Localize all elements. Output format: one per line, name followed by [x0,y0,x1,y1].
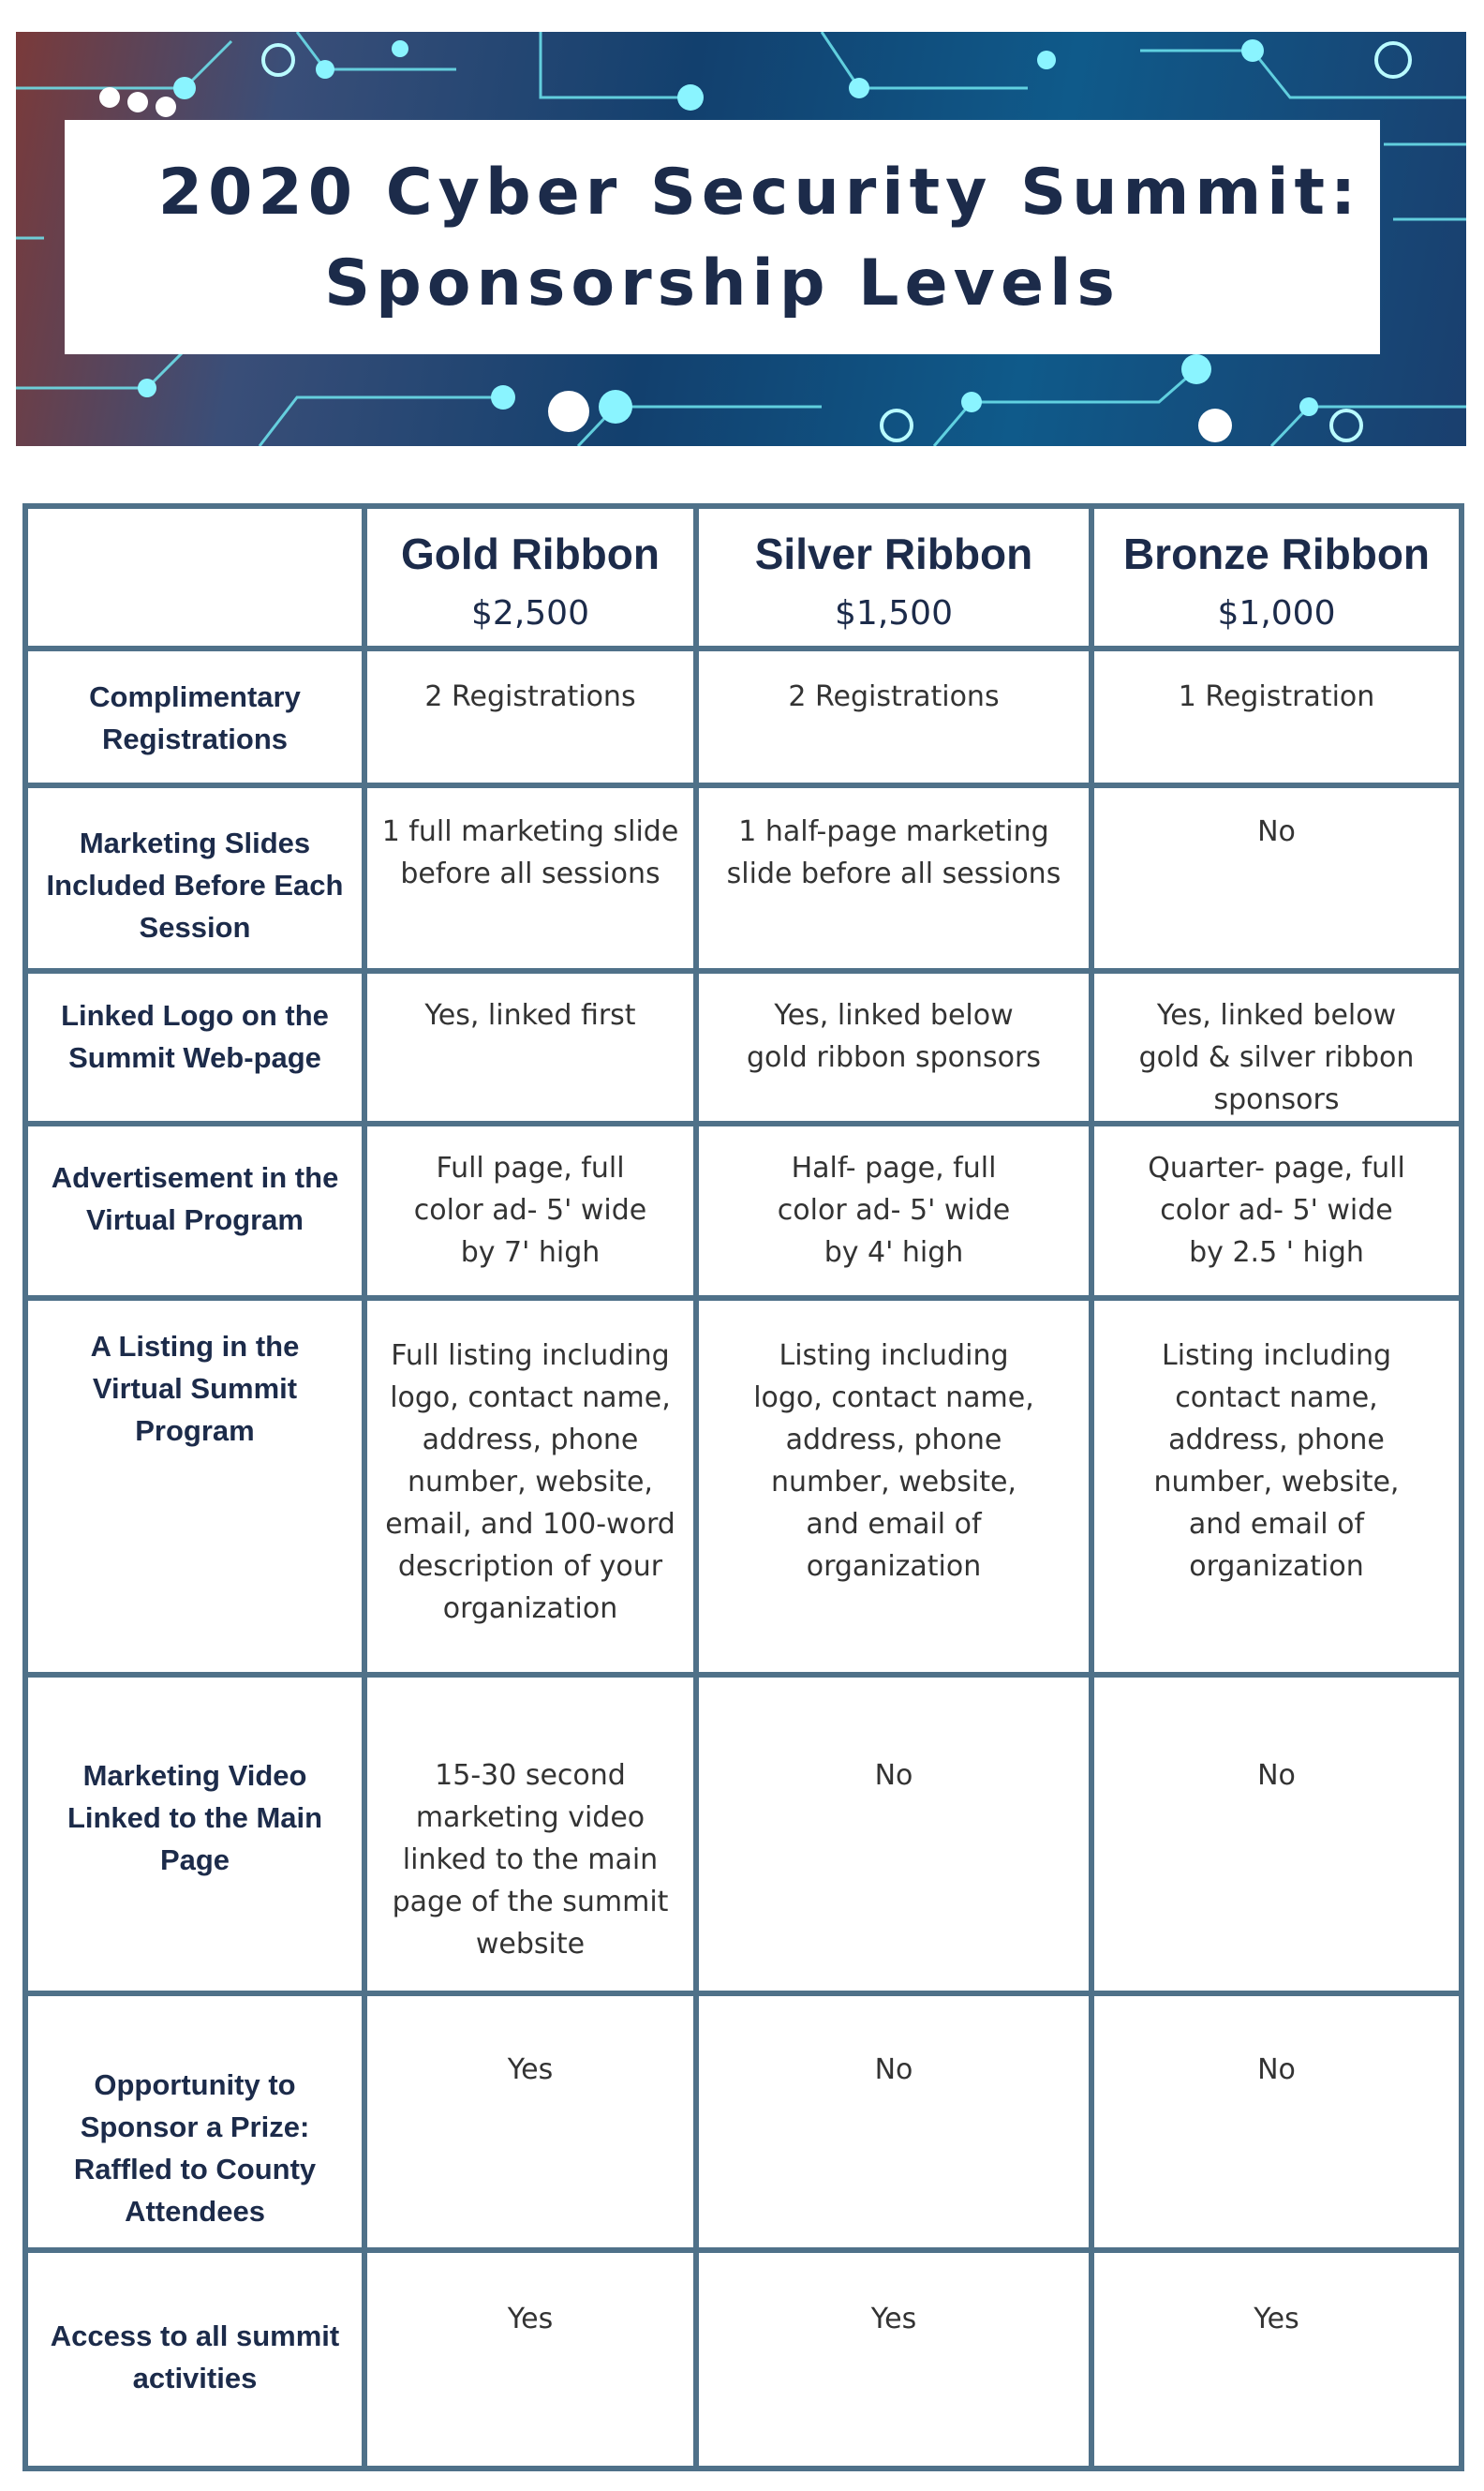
row-label-text: Page [159,1843,230,1876]
benefit-text: before all sessions [400,858,660,890]
grid-vertical-line [1459,503,1464,2471]
benefit-text: description of your [397,1550,663,1583]
benefit-text: 1 Registration [1178,680,1375,713]
grid-horizontal-line [22,783,1464,788]
tier-header-gold [367,526,693,646]
grid-horizontal-line [22,968,1464,974]
grid-horizontal-line [22,1295,1464,1301]
benefit-text: 15-30 second [435,1759,626,1792]
tier-header-silver [699,526,1089,646]
benefit-text: and email of [1188,1508,1365,1541]
benefit-text: page of the summit [392,1886,669,1918]
benefit-cell-gold [367,1754,693,1991]
benefit-text: marketing video [415,1801,646,1834]
benefit-text: color ad- 5' wide [1160,1194,1393,1227]
benefit-cell-silver [699,676,1089,783]
row-label-text: Virtual Summit [92,1372,298,1405]
benefit-cell-bronze [1094,1754,1459,1991]
benefit-text: sponsors [1213,1083,1340,1116]
row-label-text: Virtual Program [85,1203,304,1236]
benefit-text: address, phone [422,1424,639,1456]
benefit-text: logo, contact name, [390,1381,671,1414]
benefit-text: Yes, linked below [774,999,1014,1032]
tier-price: $1,500 [835,594,953,633]
row-label-text: Marketing Video [82,1759,307,1792]
row-label [28,2315,362,2466]
benefit-cell-silver [699,1335,1089,1672]
row-label-text: A Listing in the [90,1330,300,1363]
benefit-text: Yes [870,2303,917,2335]
title-panel [65,120,1380,354]
benefit-text: by 7' high [460,1236,601,1269]
tier-name: Gold Ribbon [401,530,660,578]
row-label-text: Raffled to County [73,2153,317,2185]
benefit-cell-silver [699,811,1089,968]
benefit-text: address, phone [1168,1424,1385,1456]
tier-name: Bronze Ribbon [1122,530,1431,578]
benefit-text: color ad- 5' wide [413,1194,647,1227]
grid-horizontal-line [22,2247,1464,2253]
benefit-cell-gold [367,1335,693,1672]
benefit-cell-bronze [1094,676,1459,783]
benefit-text: Half- page, full [791,1152,997,1185]
benefit-text: Yes, linked below [1156,999,1397,1032]
row-label-text: Marketing Slides [79,827,311,859]
benefit-cell-bronze [1094,1147,1459,1295]
benefit-text: Yes [507,2303,554,2335]
grid-horizontal-line [22,503,1464,509]
benefit-text: Full page, full [436,1152,625,1185]
row-label-text: Session [139,911,251,944]
benefit-cell-gold [367,1147,693,1295]
benefit-cell-silver [699,1147,1089,1295]
benefit-cell-bronze [1094,811,1459,968]
grid-horizontal-line [22,1991,1464,1996]
benefit-text: No [1257,1759,1296,1792]
benefit-cell-bronze [1094,994,1459,1121]
benefit-text: No [1257,815,1296,848]
benefit-text: email, and 100-word [385,1508,675,1541]
benefit-text: website [475,1928,586,1961]
benefit-text: gold ribbon sponsors [747,1041,1041,1074]
benefit-text: organization [442,1592,618,1625]
grid-horizontal-line [22,1121,1464,1126]
benefit-text: color ad- 5' wide [777,1194,1011,1227]
benefit-text: Full listing including [391,1339,670,1372]
sponsorship-table [22,503,1464,2471]
row-label [28,1754,362,1991]
row-label-text: Included Before Each [46,869,344,902]
benefit-cell-silver [699,2049,1089,2247]
benefit-text: Yes [507,2053,554,2086]
benefit-text: slide before all sessions [726,858,1061,890]
benefit-text: linked to the main [402,1843,659,1876]
benefit-text: gold & silver ribbon [1138,1041,1415,1074]
benefit-text: 1 full marketing slide [381,815,679,848]
row-label [28,994,362,1121]
row-label-text: Complimentary [89,680,301,713]
row-label-text: Linked to the Main [67,1801,323,1834]
row-label-text: Access to all summit [50,2319,340,2352]
benefit-cell-bronze [1094,1335,1459,1672]
row-label-text: Sponsor a Prize: [80,2111,310,2143]
benefit-cell-gold [367,676,693,783]
benefit-cell-bronze [1094,2298,1459,2466]
benefit-text: number, website, [408,1466,653,1499]
benefit-text: Listing including [1162,1339,1391,1372]
benefit-text: Yes, linked first [424,999,636,1032]
row-label-text: Opportunity to [94,2068,296,2101]
benefit-text: address, phone [785,1424,1002,1456]
benefit-text: 2 Registrations [788,680,1000,713]
row-label-text: Program [135,1414,255,1447]
row-label [28,676,362,783]
benefit-text: Quarter- page, full [1148,1152,1405,1185]
benefit-cell-bronze [1094,2049,1459,2247]
benefit-text: No [874,1759,913,1792]
page-title-line-2: Sponsorship Levels [324,246,1120,321]
grid-horizontal-line [22,646,1464,651]
benefit-text: logo, contact name, [753,1381,1034,1414]
benefit-text: Listing including [779,1339,1009,1372]
benefit-text: organization [1189,1550,1364,1583]
benefit-text: number, website, [1153,1466,1400,1499]
benefit-text: contact name, [1175,1381,1378,1414]
tier-header-bronze [1094,526,1459,646]
tier-name: Silver Ribbon [754,530,1033,578]
benefit-cell-gold [367,2298,693,2466]
row-label [28,2064,362,2247]
row-label [28,1156,362,1295]
benefit-cell-silver [699,2298,1089,2466]
benefit-text: 2 Registrations [424,680,636,713]
benefit-text: No [874,2053,913,2086]
benefit-cell-gold [367,2049,693,2247]
page-title-line-1: 2020 Cyber Security Summit: [157,156,1362,230]
grid-horizontal-line [22,2466,1464,2471]
tier-price: $1,000 [1217,594,1336,633]
benefit-text: No [1257,2053,1296,2086]
benefit-cell-gold [367,994,693,1121]
benefit-text: number, website, [771,1466,1017,1499]
benefit-text: Yes [1254,2303,1299,2335]
row-label-text: activities [132,2362,258,2394]
benefit-text: by 2.5 ' high [1189,1236,1364,1269]
row-label-text: Attendees [125,2195,265,2228]
row-label-text: Registrations [101,723,289,755]
tier-price: $2,500 [471,594,589,633]
row-label [28,1325,362,1672]
benefit-cell-silver [699,994,1089,1121]
row-label-text: Summit Web-page [68,1041,321,1074]
row-label-text: Advertisement in the [51,1161,339,1194]
benefit-cell-gold [367,811,693,968]
row-label [28,822,362,968]
row-label-text: Linked Logo on the [61,999,329,1032]
benefit-text: 1 half-page marketing [738,815,1049,848]
benefit-text: by 4' high [824,1236,964,1269]
benefit-text: organization [806,1550,982,1583]
benefit-text: and email of [806,1508,982,1541]
benefit-cell-silver [699,1754,1089,1991]
header-banner [16,32,1466,446]
grid-horizontal-line [22,1672,1464,1678]
